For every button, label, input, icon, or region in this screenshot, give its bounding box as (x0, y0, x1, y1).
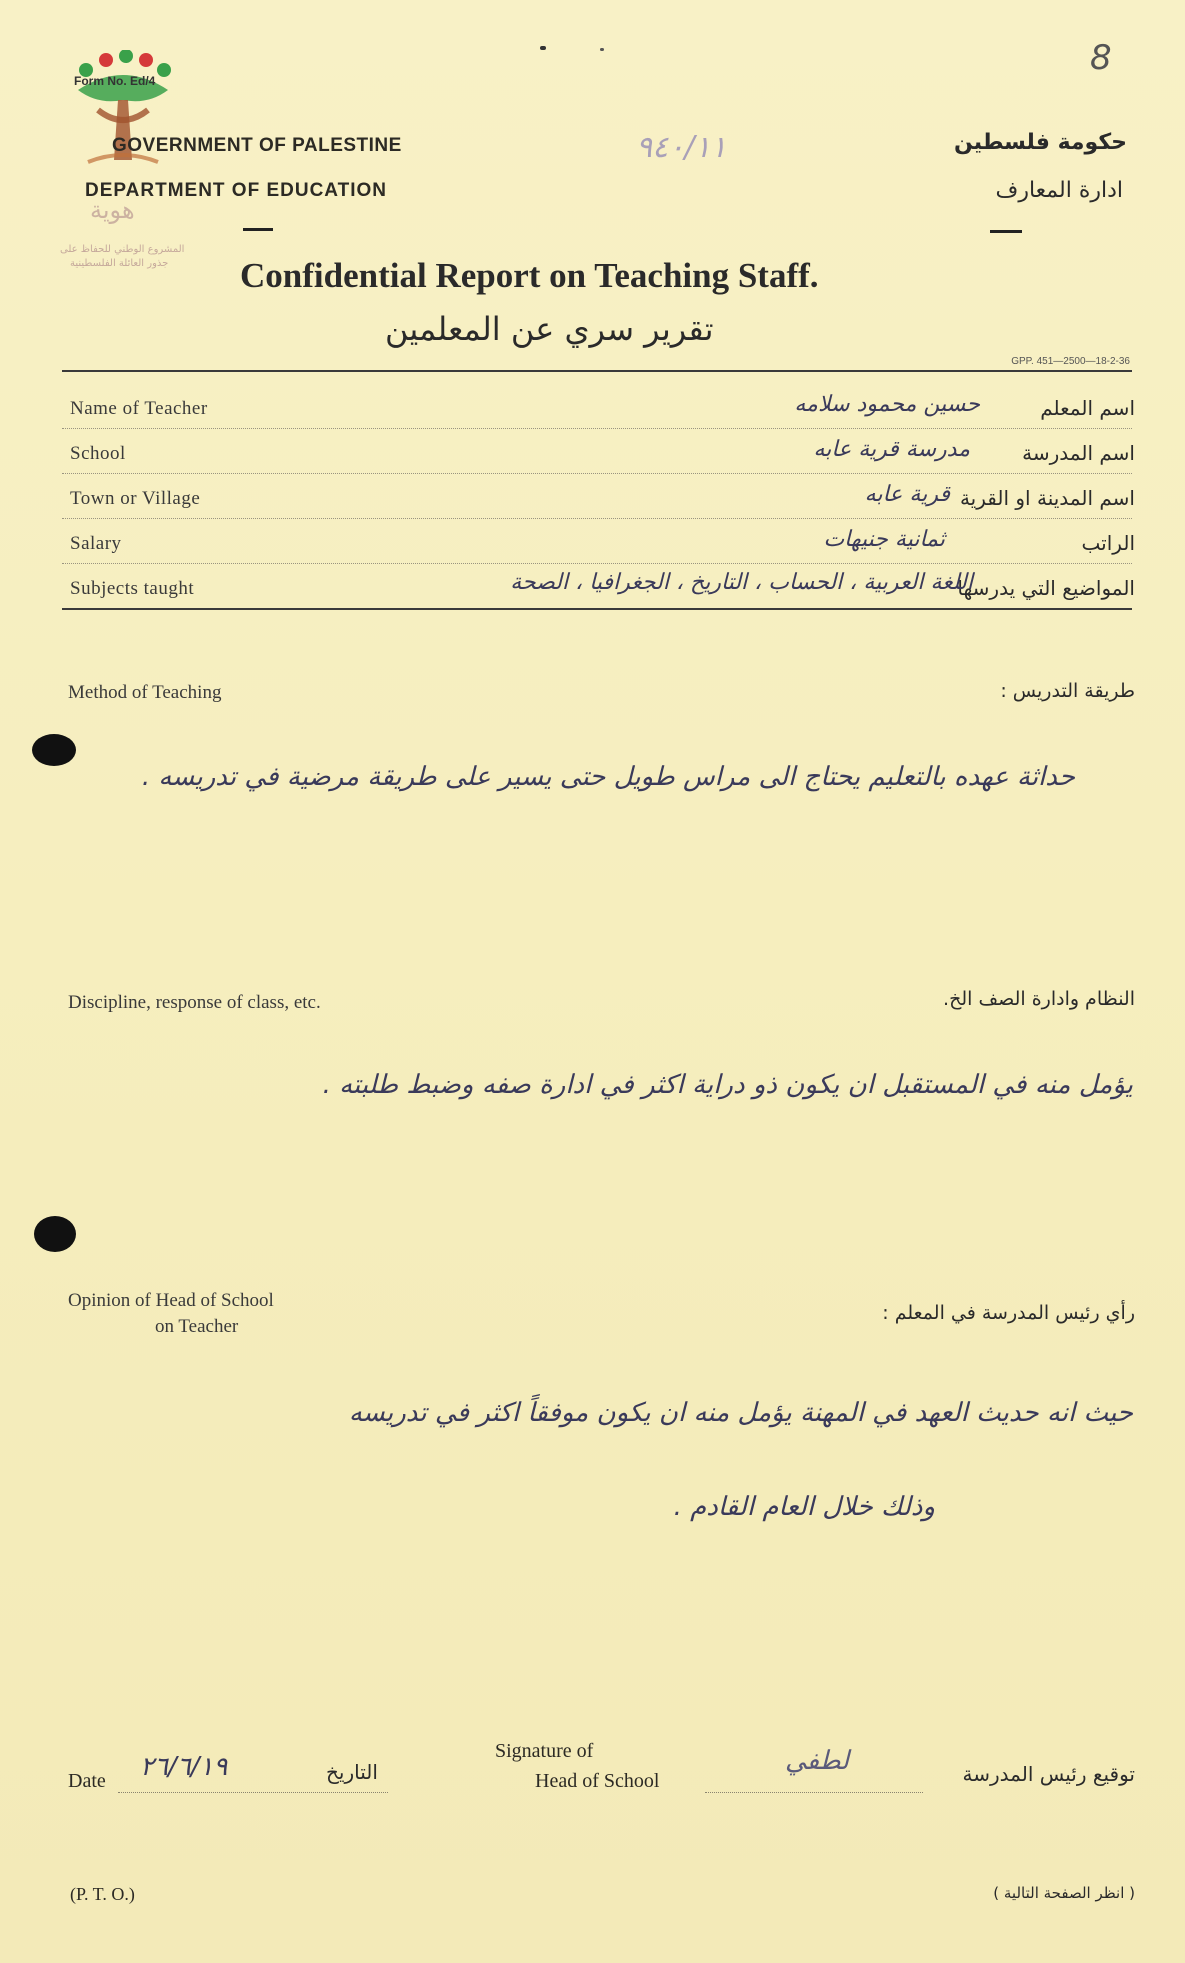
report-title-en: Confidential Report on Teaching Staff. (240, 256, 819, 295)
pto-ar: ( انظر الصفحة التالية ) (993, 1884, 1135, 1902)
field-label-ar: اسم المدرسة (1022, 441, 1135, 465)
speck (540, 46, 546, 50)
signature-dotted-line (705, 1792, 923, 1793)
field-value-subjects: اللغة العربية ، الحساب ، التاريخ ، الجغرافيا ، الصحة (510, 570, 973, 595)
department-title-ar: ادارة المعارف (995, 178, 1123, 203)
field-label-ar: الراتب (1081, 531, 1135, 555)
header-rule-left (243, 228, 273, 231)
field-label-en: Subjects taught (70, 578, 195, 599)
page-number: 8 (1090, 38, 1112, 78)
government-title-ar: حكومة فلسطين (953, 130, 1127, 155)
punch-hole (34, 1216, 76, 1252)
field-label-en: Town or Village (70, 488, 201, 509)
opinion-label-en-2: on Teacher (155, 1316, 239, 1337)
form-number: Form No. Ed/4 (74, 74, 156, 88)
date-label-ar: التاريخ (326, 1760, 378, 1784)
watermark-title: هوية (90, 196, 135, 224)
watermark-subtitle-2: جذور العائلة الفلسطينية (70, 258, 169, 269)
signature-label-en-1: Signature of (495, 1740, 594, 1762)
field-value-salary: ثمانية جنيهات (823, 527, 945, 552)
report-title-ar: تقرير سري عن المعلمين (385, 310, 714, 348)
method-text: حداثة عهده بالتعليم يحتاج الى مراس طويل حتى يسير على طريقة مرضية في تدريسه . (141, 762, 1075, 792)
signature-label-en-2: Head of School (535, 1770, 660, 1792)
opinion-label-ar: رأي رئيس المدرسة في المعلم : (882, 1302, 1135, 1324)
opinion-text-line-2: وذلك خلال العام القادم . (673, 1492, 935, 1522)
date-label-en: Date (68, 1770, 106, 1792)
field-line-solid (62, 608, 1132, 610)
field-label-en: School (70, 443, 126, 464)
pto-en: (P. T. O.) (70, 1884, 135, 1904)
date-dotted-line (118, 1792, 388, 1793)
opinion-label-en-1: Opinion of Head of School (68, 1290, 274, 1311)
method-label-ar: طريقة التدريس : (1000, 680, 1135, 702)
print-code: GPP. 451—2500—18-2-36 (1011, 356, 1130, 367)
signature-value: لطفي (785, 1746, 850, 1776)
title-rule (62, 370, 1132, 372)
opinion-text-line-1: حيث انه حديث العهد في المهنة يؤمل منه ان يكون موفقاً اكثر في تدريسه (348, 1398, 1133, 1428)
field-line (62, 428, 1132, 429)
field-label-en: Salary (70, 533, 122, 554)
header-rule-right (990, 230, 1022, 233)
date-value: ٢٦/٦/١٩ (140, 1752, 228, 1782)
method-label-en: Method of Teaching (68, 682, 222, 703)
government-title-en: GOVERNMENT OF PALESTINE (112, 135, 402, 156)
field-label-ar: اسم المدينة او القرية (959, 486, 1135, 510)
field-value-school: مدرسة قرية عابه (813, 437, 970, 462)
discipline-text: يؤمل منه في المستقبل ان يكون ذو دراية اكثر في ادارة صفه وضبط طلبته . (322, 1070, 1133, 1100)
signature-label-ar: توقيع رئيس المدرسة (962, 1762, 1135, 1786)
discipline-label-en: Discipline, response of class, etc. (68, 992, 321, 1013)
field-line (62, 473, 1132, 474)
department-title-en: DEPARTMENT OF EDUCATION (85, 180, 388, 201)
watermark-subtitle-1: المشروع الوطني للحفاظ على (60, 244, 185, 255)
field-value-town: قرية عابه (864, 482, 950, 507)
field-label-en: Name of Teacher (70, 398, 208, 419)
handwritten-reference: ٩٤٠/١١ (636, 130, 727, 165)
punch-hole (32, 734, 76, 766)
field-label-ar: المواضيع التي يدرسها (957, 576, 1135, 600)
discipline-label-ar: النظام وادارة الصف الخ. (943, 988, 1135, 1010)
field-line (62, 518, 1132, 519)
field-label-ar: اسم المعلم (1040, 396, 1135, 420)
speck (600, 48, 604, 51)
field-value-teacher-name: حسين محمود سلامه (794, 392, 980, 417)
field-line (62, 563, 1132, 564)
